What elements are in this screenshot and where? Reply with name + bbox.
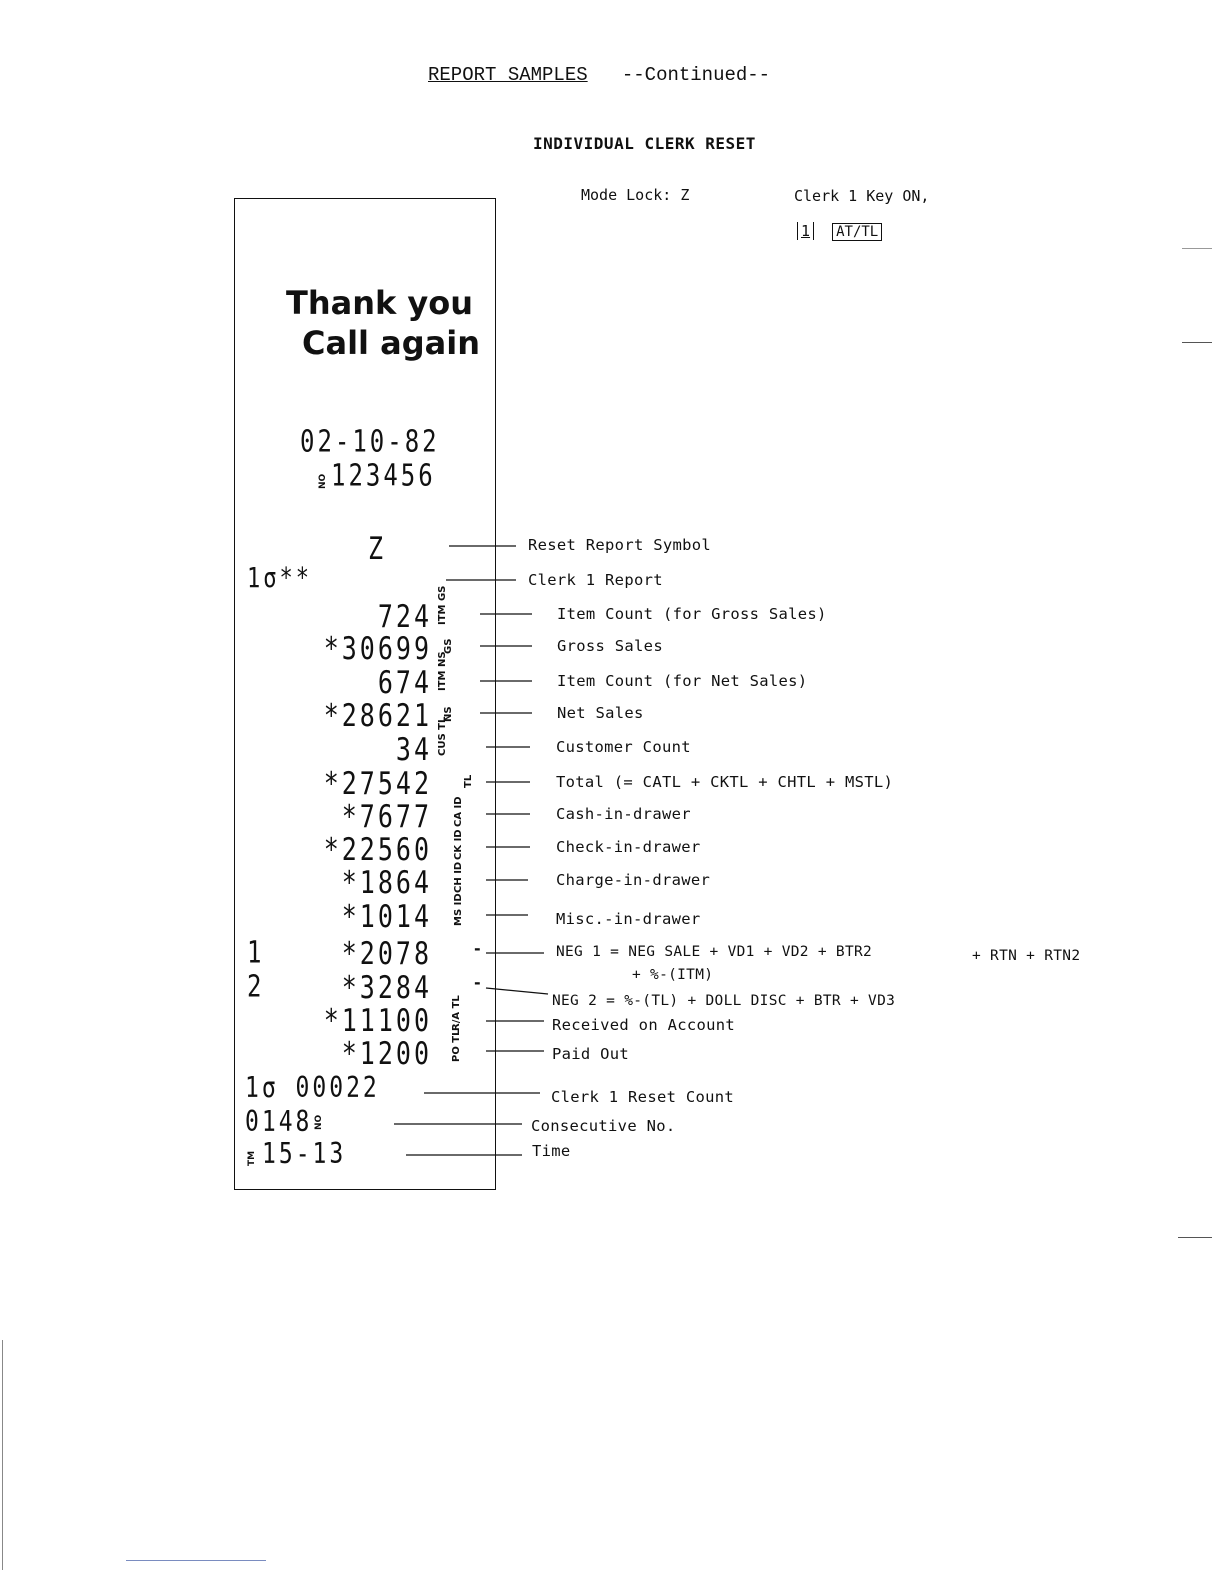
check-value: *22560 (323, 831, 432, 868)
clerk-key: Clerk 1 Key ON, (794, 187, 930, 205)
scan-mark (1182, 248, 1212, 249)
code-itm-gs: ITM GS (437, 585, 448, 625)
label-time: Time (532, 1142, 571, 1160)
label-neg1: NEG 1 = NEG SALE + VD1 + VD2 + BTR2 (556, 944, 873, 960)
time-value: 15-13 (262, 1138, 347, 1171)
paid-out-value: *1200 (341, 1035, 432, 1072)
section-title: INDIVIDUAL CLERK RESET (533, 134, 756, 153)
scan-mark (1182, 342, 1212, 343)
scan-mark (2, 1340, 3, 1570)
store-number: 123456 (331, 458, 436, 493)
code-ra-tl: R/A TL (451, 995, 462, 1031)
gross-sales-value: *30699 (323, 630, 432, 667)
label-reset-symbol: Reset Report Symbol (528, 536, 712, 554)
code-tl: TL (463, 774, 474, 788)
code-itm-ns: ITM NS (437, 651, 448, 691)
thanks-line-1: Thank you (286, 284, 474, 322)
received-value: *11100 (323, 1002, 432, 1039)
scan-mark (1178, 1237, 1212, 1238)
label-cash: Cash-in-drawer (556, 805, 691, 823)
code-ca-id: CA ID (453, 796, 464, 827)
code-ch-id: CH ID (453, 861, 464, 893)
code-ck-id: CK ID (453, 829, 464, 860)
label-misc: Misc.-in-drawer (556, 910, 701, 928)
label-customer-count: Customer Count (556, 738, 691, 756)
code-ns: NS (443, 706, 454, 722)
header-title: REPORT SAMPLES (428, 64, 588, 86)
label-received: Received on Account (552, 1016, 736, 1034)
consecutive-value: 0148 (245, 1106, 313, 1139)
label-reset-count: Clerk 1 Reset Count (551, 1088, 735, 1106)
label-check: Check-in-drawer (556, 838, 701, 856)
net-sales-value: *28621 (323, 697, 432, 734)
cash-value: *7677 (341, 798, 432, 835)
reset-symbol: Z (368, 530, 387, 567)
reset-count-value: 1σ 00022 (245, 1072, 380, 1105)
neg1-value: *2078 (341, 935, 432, 972)
code-gs: GS (443, 638, 454, 654)
key-1: 1 (797, 222, 814, 240)
label-gross-sales: Gross Sales (557, 637, 663, 655)
code-neg1: - (474, 939, 481, 958)
label-net-sales: Net Sales (557, 704, 644, 722)
clerk-report-symbol: 1σ** (247, 563, 312, 595)
code-ms-id: MS ID (453, 893, 464, 926)
label-neg1-cont: + %-(ITM) (632, 967, 714, 983)
store-no-prefix: NO (318, 473, 328, 489)
thanks-line-2: Call again (302, 324, 480, 362)
mode-lock: Mode Lock: Z (581, 186, 690, 204)
neg2-value: *3284 (341, 969, 432, 1006)
neg2-prefix: 2 (247, 969, 265, 1004)
consecutive-suffix: NO (314, 1114, 324, 1130)
code-po-tl: PO TL (451, 1029, 462, 1062)
code-cus-tl: CUS TL (437, 716, 448, 756)
label-clerk-report: Clerk 1 Report (528, 571, 663, 589)
label-item-count-gross: Item Count (for Gross Sales) (557, 605, 827, 623)
time-prefix: TM (247, 1150, 257, 1166)
receipt-date: 02-10-82 (300, 424, 440, 459)
header-continued: --Continued-- (621, 64, 771, 86)
customer-count-value: 34 (395, 731, 432, 768)
key-attl: AT/TL (832, 223, 882, 241)
item-count-gross-value: 724 (377, 598, 432, 635)
misc-value: *1014 (341, 898, 432, 935)
label-charge: Charge-in-drawer (556, 871, 711, 889)
label-neg1-extra: + RTN + RTN2 (972, 948, 1081, 964)
neg1-prefix: 1 (247, 935, 265, 970)
leader-neg2 (486, 988, 548, 994)
code-neg2: - (474, 973, 481, 992)
total-value: *27542 (323, 765, 432, 802)
item-count-net-value: 674 (377, 664, 432, 701)
label-total: Total (= CATL + CKTL + CHTL + MSTL) (556, 773, 894, 791)
label-consecutive: Consecutive No. (531, 1117, 676, 1135)
label-item-count-net: Item Count (for Net Sales) (557, 672, 808, 690)
label-paid-out: Paid Out (552, 1045, 630, 1063)
label-neg2: NEG 2 = %-(TL) + DOLL DISC + BTR + VD3 (552, 993, 896, 1009)
scan-mark (126, 1560, 266, 1561)
charge-value: *1864 (341, 864, 432, 901)
